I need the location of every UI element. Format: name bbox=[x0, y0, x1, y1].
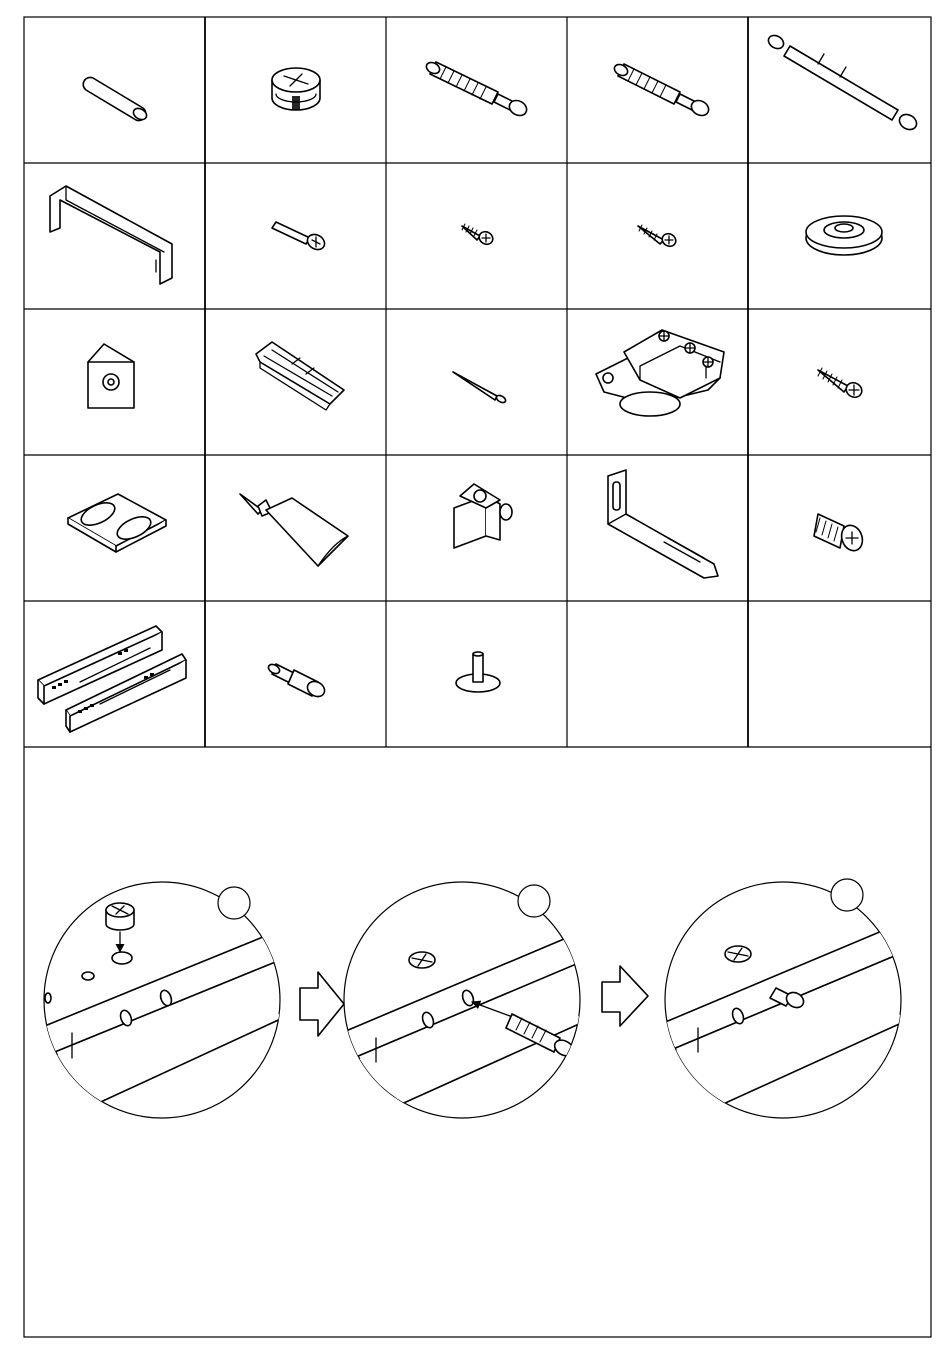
shelf-pin-icon bbox=[267, 663, 327, 700]
next-step-arrow-icon bbox=[602, 966, 648, 1026]
screw-icon bbox=[638, 225, 678, 249]
handle-icon bbox=[50, 186, 172, 284]
hinge-icon bbox=[596, 330, 724, 416]
furniture-glide-icon bbox=[456, 652, 500, 692]
adhesive-pads-icon bbox=[68, 494, 166, 552]
shelf-support-clip-icon bbox=[454, 484, 512, 548]
step-number-badge bbox=[518, 885, 550, 917]
next-step-arrow-icon bbox=[300, 972, 344, 1036]
empty-cell bbox=[570, 604, 745, 744]
nail-icon bbox=[453, 372, 507, 404]
step-number-badge bbox=[218, 887, 250, 919]
connector-bolt-icon bbox=[272, 222, 327, 253]
small-screw-icon bbox=[462, 224, 495, 247]
insert-cam-lock-icon bbox=[30, 882, 300, 1130]
double-cam-bolt-icon bbox=[766, 33, 919, 133]
rubber-bumper-icon bbox=[806, 216, 882, 255]
wooden-dowel-icon bbox=[83, 77, 148, 121]
wood-screw-icon bbox=[818, 368, 864, 400]
empty-cell bbox=[751, 604, 928, 744]
drawer-slide-icon bbox=[38, 626, 186, 732]
corner-block-icon bbox=[88, 344, 134, 408]
insert-cam-bolt-icon bbox=[334, 882, 610, 1130]
bolt-installed-icon bbox=[656, 879, 930, 1130]
glue-tube-icon bbox=[240, 494, 348, 566]
cam-bolt-short-icon bbox=[612, 62, 711, 118]
angle-bracket-icon bbox=[608, 470, 718, 578]
step-number-badge bbox=[831, 879, 863, 911]
cam-bolt-long-icon bbox=[424, 60, 529, 118]
plastic-bracket-icon bbox=[256, 342, 344, 410]
euro-screw-icon bbox=[814, 514, 866, 554]
cam-lock-icon bbox=[272, 68, 320, 110]
